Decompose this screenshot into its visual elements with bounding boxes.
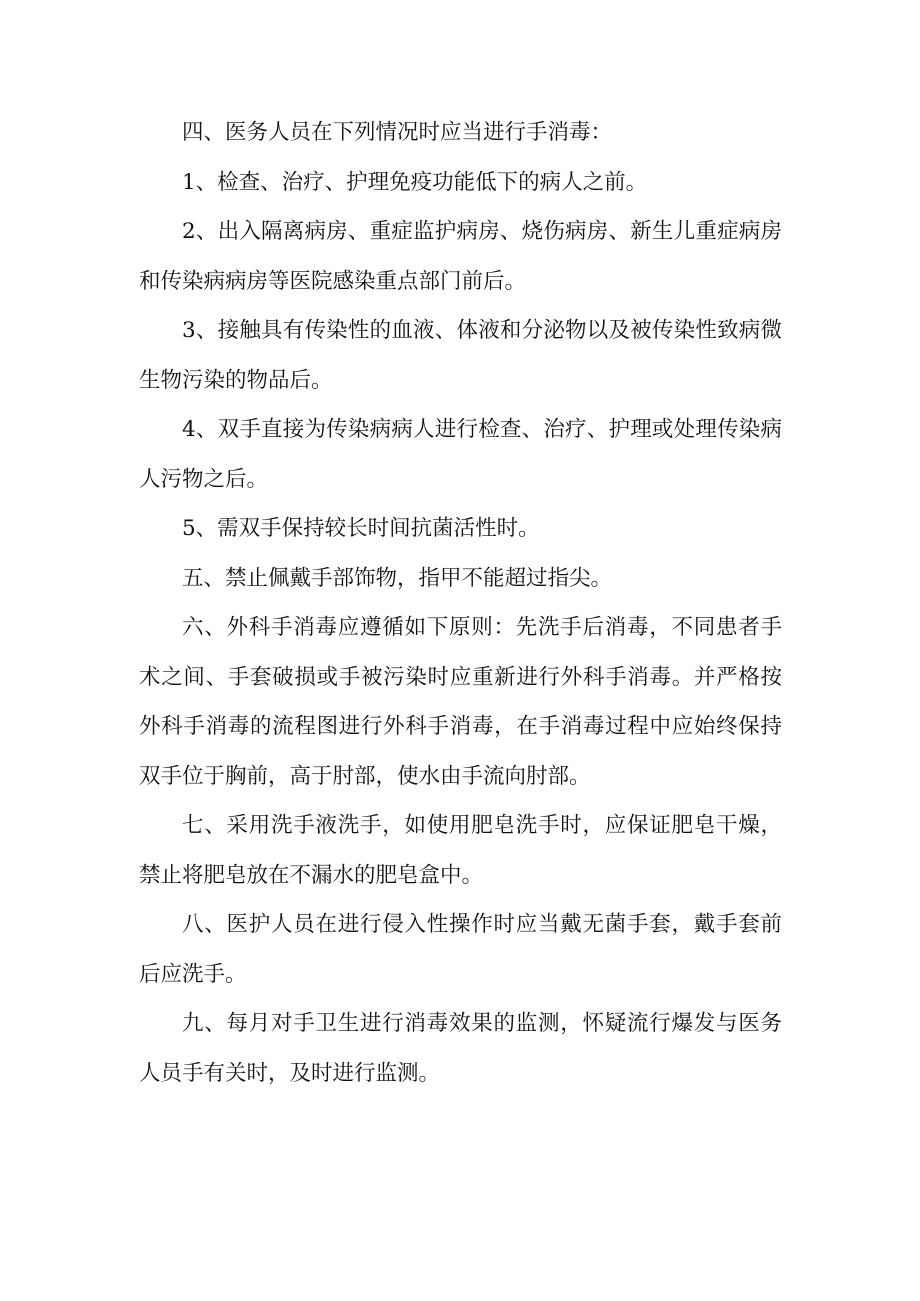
paragraph-section-4-heading: 四、医务人员在下列情况时应当进行手消毒： — [182, 120, 613, 145]
paragraph-item-1: 1、检查、治疗、护理免疫功能低下的病人之前。 — [182, 169, 648, 195]
document-body — [139, 108, 782, 1098]
paragraph-section-7: 七、采用洗手液洗手，如使用肥皂洗手时，应保证肥皂干燥，禁止将肥皂放在不漏水的肥皂盒中。 — [139, 813, 782, 888]
paragraph-section-5: 五、禁止佩戴手部饰物，指甲不能超过指尖。 — [182, 565, 613, 591]
paragraph-item-2: 2、出入隔离病房、重症监护病房、烧伤病房、新生儿重症病房和传染病病房等医院感染重点部门前后。 — [139, 219, 782, 294]
paragraph-section-6: 六、外科手消毒应遵循如下原则：先洗手后消毒，不同患者手术之间、手套破损或手被污染时应重新进行外科手消毒。并严格按外科手消毒的流程图进行外科手消毒，在手消毒过程中应始终保持双手位于胸前，高于肘部，使水由手流向肘部。 — [139, 615, 782, 789]
paragraph-item-4: 4、双手直接为传染病病人进行检查、治疗、护理或处理传染病人污物之后。 — [139, 417, 782, 492]
paragraph-section-9: 九、每月对手卫生进行消毒效果的监测，怀疑流行爆发与医务人员手有关时，及时进行监测。 — [139, 1011, 782, 1086]
paragraph-item-3: 3、接触具有传染性的血液、体液和分泌物以及被传染性致病微生物污染的物品后。 — [139, 318, 782, 393]
paragraph-section-8: 八、医护人员在进行侵入性操作时应当戴无菌手套，戴手套前后应洗手。 — [139, 912, 782, 987]
paragraph-item-5: 5、需双手保持较长时间抗菌活性时。 — [182, 516, 540, 541]
